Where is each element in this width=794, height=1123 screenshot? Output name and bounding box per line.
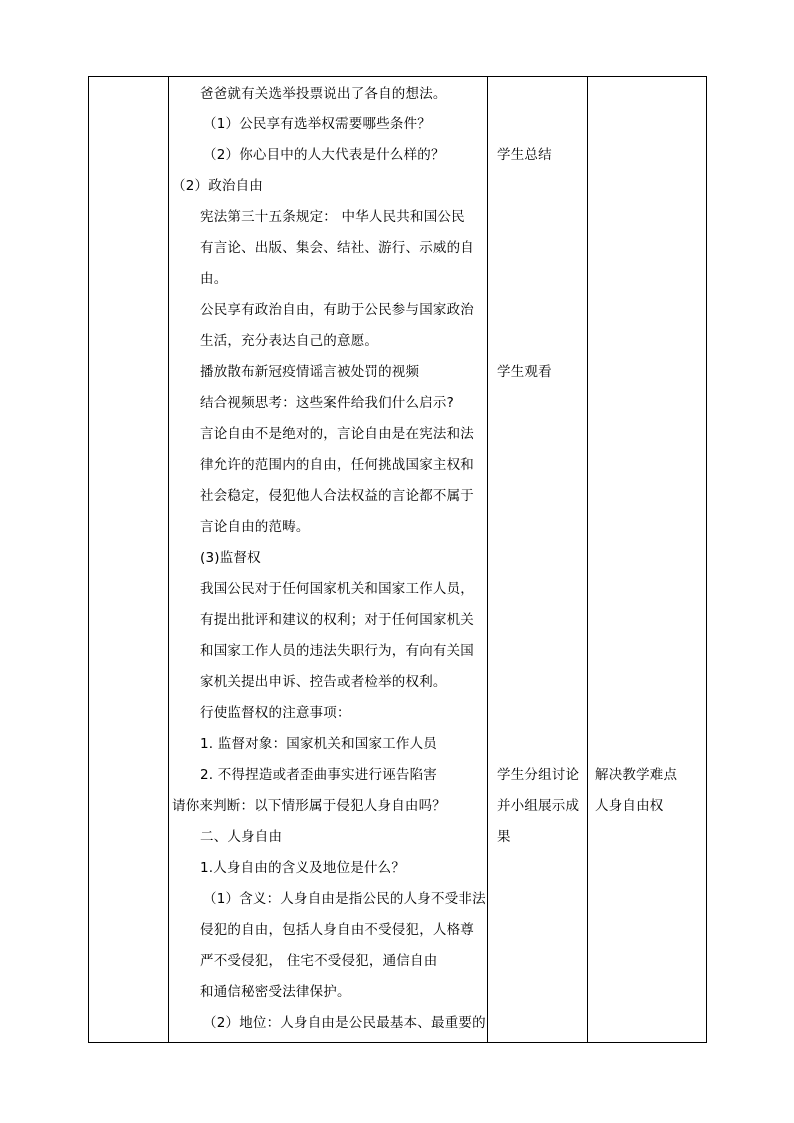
content-line: 结合视频思考：这些案件给我们什么启示? [200, 395, 454, 411]
content-line: 行使监督权的注意事项： [200, 705, 351, 721]
content-line: 公民享有政治自由，有助于公民参与国家政治 [200, 302, 474, 318]
content-line: 有提出批评和建议的权利；对于任何国家机关 [200, 612, 474, 628]
student-activity-group: 并小组展示成 [497, 798, 580, 814]
content-line: 律允许的范围内的自由，任何挑战国家主权和 [200, 457, 474, 473]
section-heading: （2）政治自由 [172, 178, 263, 194]
content-line: 由。 [200, 271, 228, 287]
content-line: 有言论、出版、集会、结社、游行、示威的自 [200, 240, 474, 256]
student-activity-group: 果 [497, 829, 511, 845]
content-line: （2）地位：人身自由是公民最基本、最重要的 [203, 1015, 486, 1031]
content-line: （2）你心目中的人大代表是什么样的？ [203, 147, 445, 163]
content-line: 社会稳定，侵犯他人合法权益的言论都不属于 [200, 488, 474, 504]
content-line: 和国家工作人员的违法失职行为，有向有关国 [200, 643, 474, 659]
list-item: 2. 不得捏造或者歪曲事实进行诬告陷害 [200, 767, 437, 783]
column-divider [487, 77, 488, 1042]
list-item: 1. 监督对象：国家机关和国家工作人员 [200, 736, 437, 752]
content-line: 1.人身自由的含义及地位是什么？ [200, 860, 406, 876]
section-heading: 二、人身自由 [200, 829, 283, 845]
content-line: 和通信秘密受法律保护。 [200, 984, 351, 1000]
content-line: 言论自由的范畴。 [200, 519, 310, 535]
content-line: 家机关提出申诉、控告或者检举的权利。 [200, 674, 447, 690]
design-intent: 解决教学难点 [595, 767, 678, 783]
content-line: 严不受侵犯， 住宅不受侵犯，通信自由 [200, 953, 438, 969]
design-intent: 人身自由权 [595, 798, 664, 814]
content-line: 播放散布新冠疫情谣言被处罚的视频 [200, 364, 420, 380]
content-line: （1）公民享有选举权需要哪些条件？ [203, 116, 431, 132]
content-line: 言论自由不是绝对的，言论自由是在宪法和法 [200, 426, 474, 442]
student-activity-watch: 学生观看 [497, 364, 552, 380]
content-line: 请你来判断：以下情形属于侵犯人身自由吗？ [172, 798, 446, 814]
section-heading: (3)监督权 [200, 550, 261, 566]
content-line: （1）含义：人身自由是指公民的人身不受非法 [203, 891, 486, 907]
content-line: 爸爸就有关选举投票说出了各自的想法。 [200, 86, 447, 102]
column-divider [587, 77, 588, 1042]
content-line: 我国公民对于任何国家机关和国家工作人员， [200, 581, 474, 597]
content-line: 宪法第三十五条规定： 中华人民共和国公民 [200, 209, 465, 225]
student-activity-summary: 学生总结 [497, 147, 552, 163]
content-line: 生活，充分表达自己的意愿。 [200, 333, 379, 349]
column-divider [168, 77, 169, 1042]
student-activity-group: 学生分组讨论 [497, 767, 580, 783]
content-line: 侵犯的自由，包括人身自由不受侵犯，人格尊 [200, 922, 474, 938]
